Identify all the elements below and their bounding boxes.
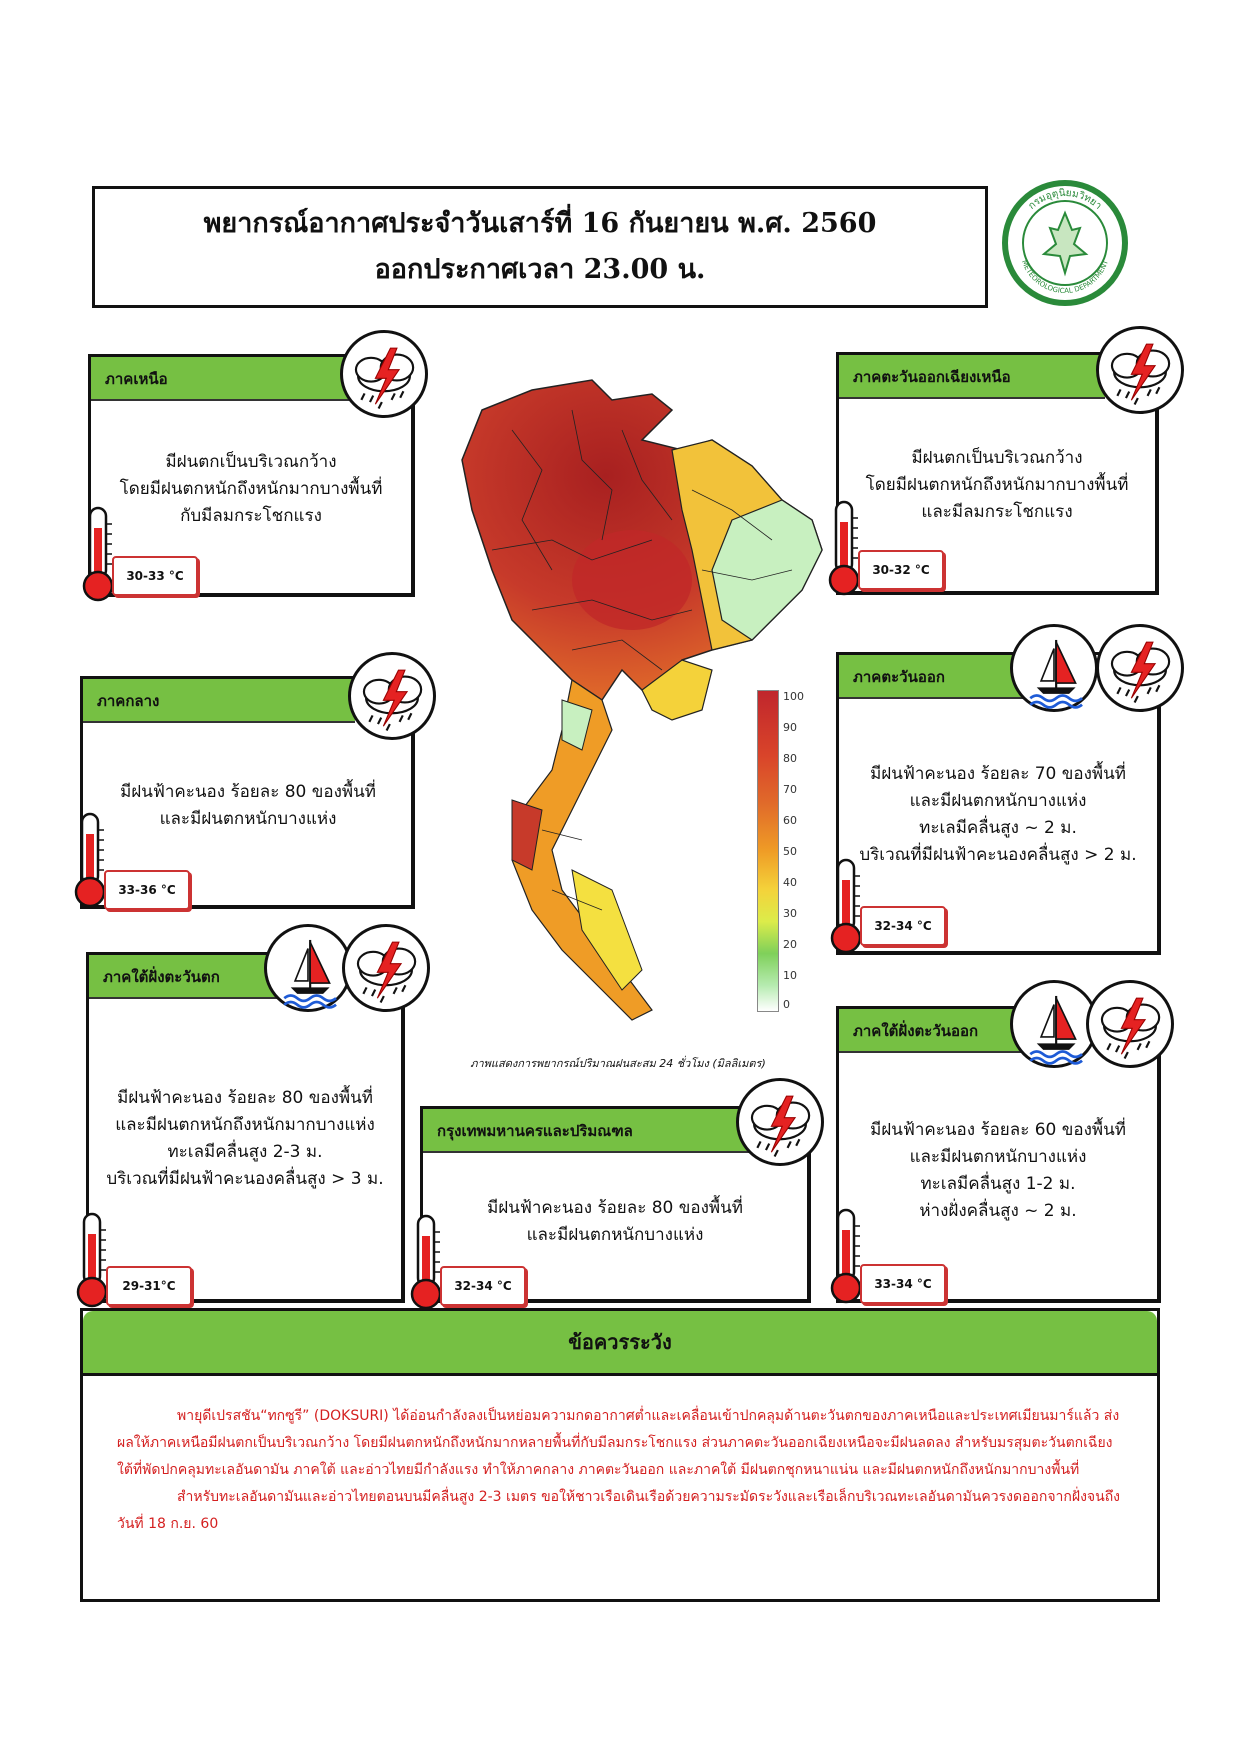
region-bangkok-forecast: มีฝนฟ้าคะนอง ร้อยละ 80 ของพื้นที่ และมีฝนตกหนักบางแห่ง [487,1198,743,1245]
region-east-temp: 32-34 °C [860,906,946,946]
svg-text:กรมอุตุนิยมวิทยา: กรมอุตุนิยมวิทยา [1026,187,1104,212]
storm-icon [1096,624,1184,712]
region-north-title: ภาคเหนือ [91,357,353,401]
storm-icon [342,924,430,1012]
region-south-west-forecast: มีฝนฟ้าคะนอง ร้อยละ 80 ของพื้นที่ และมีฝนตกหนักถึงหนักมากบางแห่ง ทะเลมีคลื่นสูง 2-3 ม. บริเวณที่มีฝนฟ้าคะนองคลื่นสูง > 3 ม. [106,1088,384,1189]
region-north-temp: 30-33 °C [112,556,198,596]
legend-tick: 80 [783,752,797,765]
storm-icon [348,652,436,740]
region-north-forecast: มีฝนตกเป็นบริเวณกว้าง โดยมีฝนตกหนักถึงหนักมากบางพื้นที่ กับมีลมกระโชกแรง [119,452,383,526]
region-bangkok-temp: 32-34 °C [440,1266,526,1306]
legend-tick: 60 [783,814,797,827]
legend-tick: 0 [783,998,790,1011]
warning-paragraph-1: พายุดีเปรสชัน“ทกซูรี” (DOKSURI) ได้อ่อนกำลังลงเป็นหย่อมความกดอากาศต่ำและเคลื่อนเข้าปกคลุมด้านตะวันตกของภาคเหนือและประเทศเมียนมาร์แล้ว ส่งผลให้ภาคเหนือมีฝนตกเป็นบริเวณกว้าง โดยมีฝนตกหนักถึงหนักมากหลายพื้นที่กับมีลมกระโชกแรง ส่วนภาคตะวันออกเฉียงเหนือจะมีฝนลดลง สำหรับมรสุมตะวันตกเฉียงใต้ที่พัดปกคลุมทะเลอันดามัน ภาคใต้ และอ่าวไทยมีกำลังแรง ทำให้ภาคกลาง ภาคตะวันออก และภาคใต้ มีฝนตกชุกหนาแน่น และมีฝนตกหนักถึงหนักมากบางพื้นที่ [117,1408,1120,1478]
tmd-logo [1000,178,1130,308]
region-central-forecast: มีฝนฟ้าคะนอง ร้อยละ 80 ของพื้นที่ และมีฝนตกหนักบางแห่ง [120,782,376,829]
storm-icon [736,1078,824,1166]
legend-tick: 50 [783,845,797,858]
forecast-issue-time: ออกประกาศเวลา 23.00 น. [374,254,706,285]
region-south-east-forecast: มีฝนฟ้าคะนอง ร้อยละ 60 ของพื้นที่ และมีฝนตกหนักบางแห่ง ทะเลมีคลื่นสูง 1-2 ม. ห่างฝั่งคลื่นสูง ~ 2 ม. [870,1120,1126,1221]
legend-tick: 70 [783,783,797,796]
region-bangkok-title: กรุงเทพมหานครและปริมณฑล [423,1109,753,1153]
region-northeast-forecast: มีฝนตกเป็นบริเวณกว้าง โดยมีฝนตกหนักถึงหนักมากบางพื้นที่ และมีลมกระโชกแรง [865,448,1129,522]
boat-icon [1010,624,1098,712]
region-central-title: ภาคกลาง [83,679,355,723]
region-south-east-title: ภาคใต้ฝั่งตะวันออก [839,1009,1029,1053]
warning-paragraph-2: สำหรับทะเลอันดามันและอ่าวไทยตอนบนมีคลื่นสูง 2-3 เมตร ขอให้ชาวเรือเดินเรือด้วยความระมัดระวังและเรือเล็กบริเวณทะเลอันดามันควรงดออกจากฝั่งจนถึงวันที่ 18 ก.ย. 60 [117,1489,1121,1532]
legend-tick: 100 [783,690,804,703]
region-northeast-title: ภาคตะวันออกเฉียงเหนือ [839,355,1105,399]
warning-title: ข้อควรระวัง [83,1311,1157,1376]
map-caption: ภาพแสดงการพยากรณ์ปริมาณฝนสะสม 24 ชั่วโมง (มิลลิเมตร) [470,1057,766,1070]
legend-tick: 30 [783,907,797,920]
region-south-west-temp: 29-31°C [106,1266,192,1306]
warning-panel [80,1308,1160,1602]
storm-icon [1086,980,1174,1068]
storm-icon [340,330,428,418]
legend-tick: 40 [783,876,797,889]
rainfall-legend-bar [757,690,779,1012]
region-east-forecast: มีฝนฟ้าคะนอง ร้อยละ 70 ของพื้นที่ และมีฝนตกหนักบางแห่ง ทะเลมีคลื่นสูง ~ 2 ม. บริเวณที่มีฝนฟ้าคะนองคลื่นสูง > 2 ม. [859,764,1137,865]
forecast-title-box [92,186,988,308]
legend-tick: 10 [783,969,797,982]
region-east-title: ภาคตะวันออก [839,655,1025,699]
region-south-east-temp: 33-34 °C [860,1264,946,1304]
region-northeast-temp: 30-32 °C [858,550,944,590]
legend-tick: 20 [783,938,797,951]
forecast-title: พยากรณ์อากาศประจำวันเสาร์ที่ 16 กันยายน พ.ศ. 2560 [203,208,877,239]
region-south-west-title: ภาคใต้ฝั่งตะวันตก [89,955,277,999]
region-central-temp: 33-36 °C [104,870,190,910]
warning-text [117,1403,1127,1538]
legend-tick: 90 [783,721,797,734]
boat-icon [1010,980,1098,1068]
storm-icon [1096,326,1184,414]
svg-text:METEOROLOGICAL DEPARTMENT: METEOROLOGICAL DEPARTMENT [1019,258,1111,296]
boat-icon [264,924,352,1012]
